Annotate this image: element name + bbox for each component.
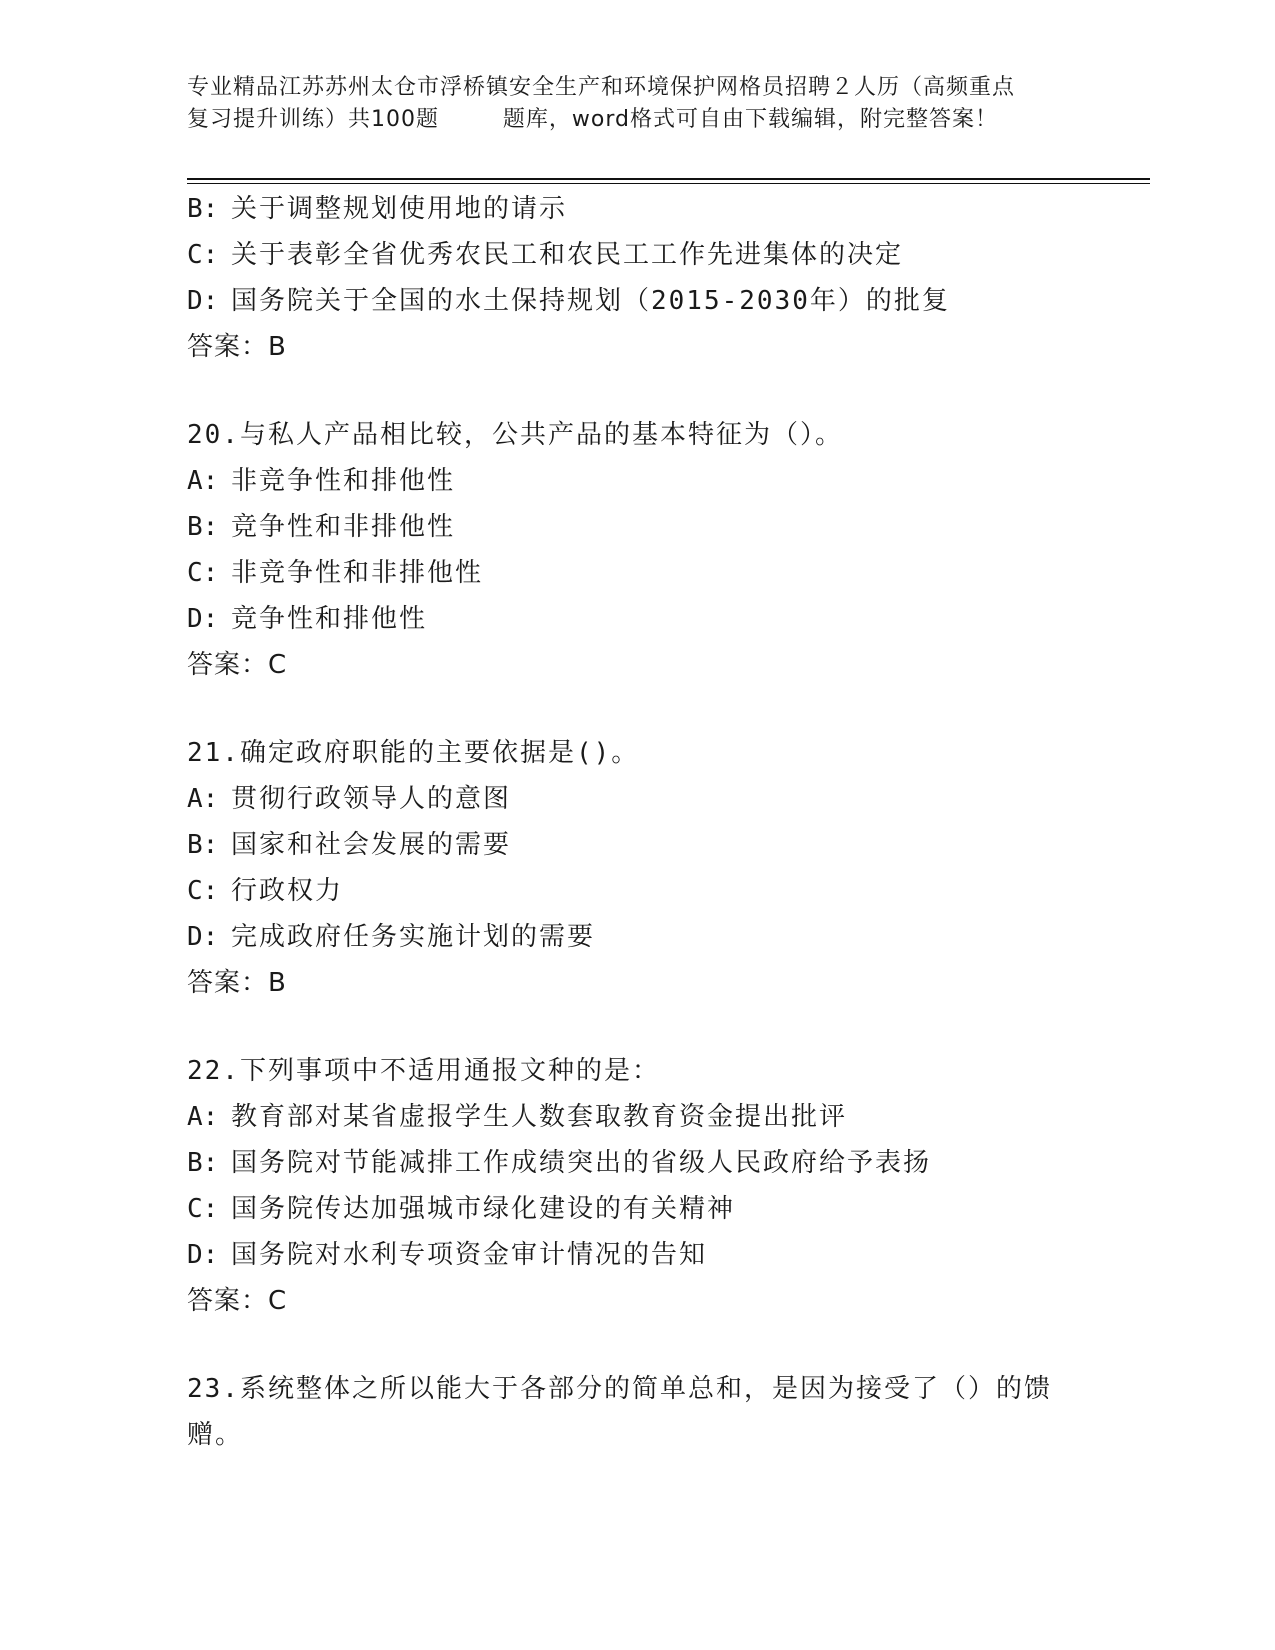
option-c bbox=[187, 232, 1147, 278]
option-c bbox=[187, 868, 1147, 914]
option-text: 关于调整规划使用地的请示 bbox=[231, 194, 568, 224]
option-label: C: bbox=[187, 240, 219, 270]
question-block-22 bbox=[187, 1048, 1147, 1324]
question-block-continued bbox=[187, 186, 1147, 370]
option-a bbox=[187, 776, 1147, 822]
option-text: 国家和社会发展的需要 bbox=[231, 830, 512, 860]
option-b bbox=[187, 1140, 1147, 1186]
option-label: B: bbox=[187, 830, 219, 860]
header-divider-thick bbox=[187, 178, 1150, 180]
option-a bbox=[187, 1094, 1147, 1140]
option-text: 非竞争性和非排他性 bbox=[231, 558, 484, 588]
option-label: B: bbox=[187, 194, 219, 224]
option-label: D: bbox=[187, 604, 219, 634]
option-text: 国务院对节能减排工作成绩突出的省级人民政府给予表扬 bbox=[231, 1148, 932, 1178]
question-block-21 bbox=[187, 730, 1147, 1006]
option-a bbox=[187, 458, 1147, 504]
option-d bbox=[187, 278, 1147, 324]
option-label: C: bbox=[187, 1194, 219, 1224]
option-b bbox=[187, 504, 1147, 550]
question-block-20 bbox=[187, 412, 1147, 688]
question-list bbox=[187, 186, 1147, 1458]
answer-line: 答案：B bbox=[187, 968, 287, 998]
option-label: A: bbox=[187, 1102, 219, 1132]
option-label: D: bbox=[187, 286, 219, 316]
option-text: 非竞争性和排他性 bbox=[231, 466, 456, 496]
option-d bbox=[187, 914, 1147, 960]
header-title-line2: 复习提升训练）共100题 题库，word格式可自由下载编辑，附完整答案！ bbox=[187, 107, 999, 132]
answer-line: 答案：B bbox=[187, 332, 287, 362]
option-text: 竞争性和非排他性 bbox=[231, 512, 456, 542]
option-text: 国务院关于全国的水土保持规划（2015-2030年）的批复 bbox=[231, 286, 950, 316]
question-stem: 23.系统整体之所以能大于各部分的简单总和，是因为接受了（）的馈赠。 bbox=[187, 1374, 1052, 1450]
option-text: 教育部对某省虚报学生人数套取教育资金提出批评 bbox=[231, 1102, 848, 1132]
option-text: 国务院传达加强城市绿化建设的有关精神 bbox=[231, 1194, 736, 1224]
option-d bbox=[187, 1232, 1147, 1278]
option-text: 国务院对水利专项资金审计情况的告知 bbox=[231, 1240, 708, 1270]
header-title-line1: 专业精品江苏苏州太仓市浮桥镇安全生产和环境保护网格员招聘２人历（高频重点 bbox=[187, 75, 1016, 100]
option-text: 贯彻行政领导人的意图 bbox=[231, 784, 512, 814]
header-divider-thin bbox=[187, 183, 1150, 184]
option-label: A: bbox=[187, 784, 219, 814]
question-block-23 bbox=[187, 1366, 1147, 1458]
spacer bbox=[187, 688, 1147, 730]
spacer bbox=[187, 370, 1147, 412]
question-stem: 21.确定政府职能的主要依据是()。 bbox=[187, 738, 640, 768]
option-d bbox=[187, 596, 1147, 642]
option-label: D: bbox=[187, 922, 219, 952]
option-label: B: bbox=[187, 1148, 219, 1178]
question-stem: 20.与私人产品相比较，公共产品的基本特征为（）。 bbox=[187, 420, 843, 450]
option-text: 完成政府任务实施计划的需要 bbox=[231, 922, 596, 952]
spacer bbox=[187, 1324, 1147, 1366]
option-c bbox=[187, 1186, 1147, 1232]
option-text: 关于表彰全省优秀农民工和农民工工作先进集体的决定 bbox=[231, 240, 904, 270]
option-text: 行政权力 bbox=[231, 876, 344, 906]
option-label: D: bbox=[187, 1240, 219, 1270]
option-b bbox=[187, 186, 1147, 232]
answer-line: 答案：C bbox=[187, 650, 288, 680]
option-label: A: bbox=[187, 466, 219, 496]
question-stem: 22.下列事项中不适用通报文种的是： bbox=[187, 1056, 660, 1086]
option-text: 竞争性和排他性 bbox=[231, 604, 428, 634]
spacer bbox=[187, 1006, 1147, 1048]
option-label: C: bbox=[187, 876, 219, 906]
answer-line: 答案：C bbox=[187, 1286, 288, 1316]
page-header bbox=[187, 72, 1087, 136]
option-label: B: bbox=[187, 512, 219, 542]
option-c bbox=[187, 550, 1147, 596]
option-label: C: bbox=[187, 558, 219, 588]
option-b bbox=[187, 822, 1147, 868]
